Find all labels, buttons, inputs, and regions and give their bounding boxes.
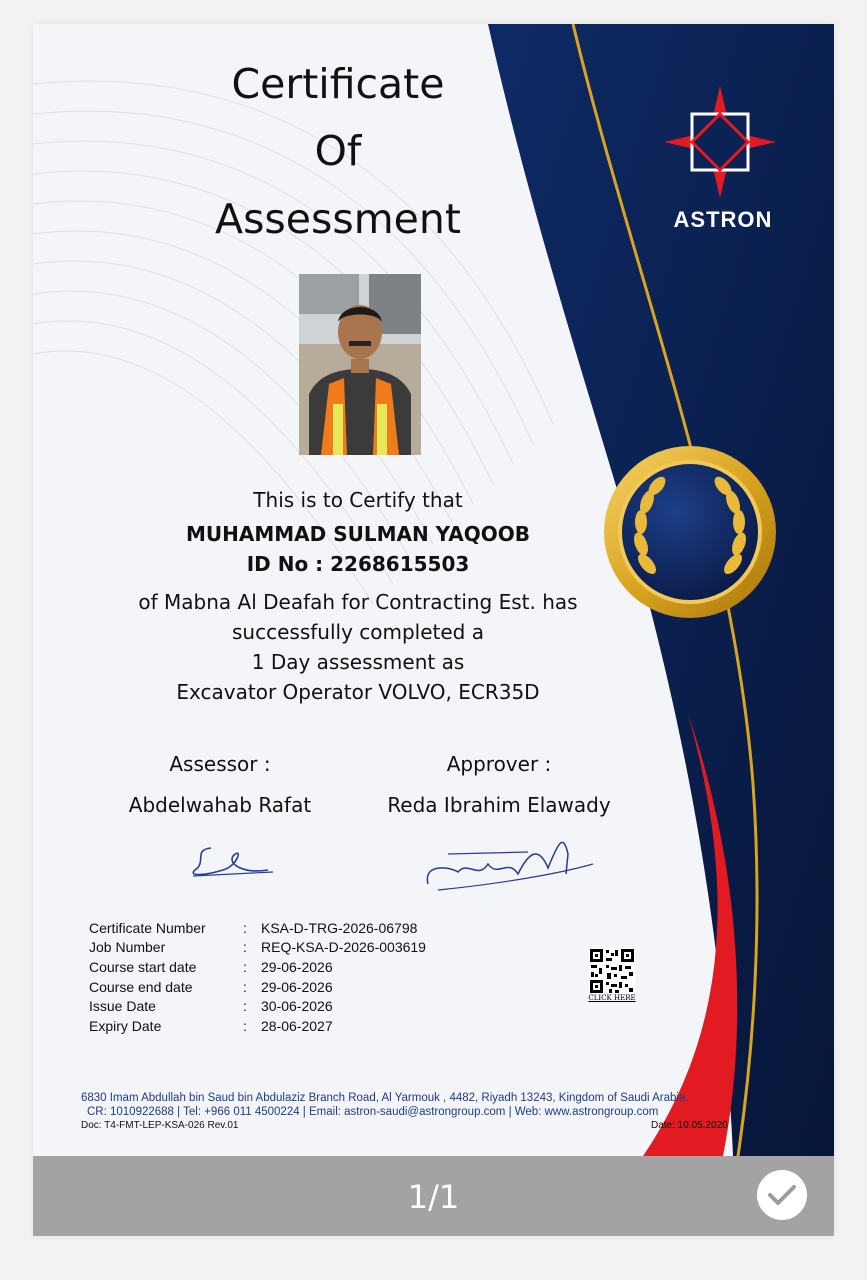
footer-address: 6830 Imam Abdullah bin Saud bin Abdulaziz Branch Road, Al Yarmouk , 4482, Riyadh 13243, Kingdom of Saudi Arabia. <box>81 1092 689 1104</box>
detail-row <box>89 1016 426 1036</box>
detail-separator: : <box>243 939 247 956</box>
approver-label: Approver : <box>446 752 552 776</box>
doc-reference: Doc: T4-FMT-LEP-KSA-026 Rev.01 <box>81 1120 239 1131</box>
doc-date: Date: 10.05.2020 <box>651 1120 728 1131</box>
certificate-title-line-2: Of <box>314 127 362 175</box>
detail-label: Expiry Date <box>89 1017 162 1034</box>
assessor-name: Abdelwahab Rafat <box>128 793 312 817</box>
detail-separator: : <box>243 1017 247 1034</box>
document-viewer <box>33 24 834 1236</box>
detail-value: KSA-D-TRG-2026-06798 <box>261 919 418 936</box>
detail-value: 29-06-2026 <box>261 958 333 975</box>
holder-name: MUHAMMAD SULMAN YAQOOB <box>186 522 530 546</box>
detail-row <box>89 918 426 938</box>
detail-label: Course end date <box>89 978 193 995</box>
detail-value: 28-06-2027 <box>261 1017 333 1034</box>
detail-label: Issue Date <box>89 998 156 1015</box>
detail-row <box>89 938 426 958</box>
page-indicator: 1/1 <box>407 1178 460 1216</box>
detail-row <box>89 996 426 1016</box>
qr-caption[interactable]: CLICK HERE <box>588 994 636 1002</box>
qr-code-icon[interactable] <box>589 948 635 994</box>
detail-label: Certificate Number <box>89 919 206 936</box>
holder-photo <box>299 274 421 455</box>
checkmark-icon <box>767 1183 797 1207</box>
detail-row <box>89 957 426 977</box>
certificate-title-line-1: Certificate <box>231 60 445 108</box>
detail-separator: : <box>243 958 247 975</box>
certificate-title-line-3: Assessment <box>215 195 461 243</box>
detail-value: REQ-KSA-D-2026-003619 <box>261 939 426 956</box>
detail-separator: : <box>243 998 247 1015</box>
certify-intro: This is to Certify that <box>253 488 463 512</box>
detail-label: Course start date <box>89 958 197 975</box>
detail-value: 30-06-2026 <box>261 998 333 1015</box>
certificate-details <box>89 918 426 1036</box>
detail-label: Job Number <box>89 939 166 956</box>
detail-separator: : <box>243 919 247 936</box>
confirm-button[interactable] <box>757 1170 807 1220</box>
certificate-page <box>33 24 834 1156</box>
body-line-2: successfully completed a <box>232 620 484 644</box>
approver-signature-icon <box>418 824 598 894</box>
detail-value: 29-06-2026 <box>261 978 333 995</box>
assessor-label: Assessor : <box>169 752 271 776</box>
body-line-1: of Mabna Al Deafah for Contracting Est. has <box>138 590 578 614</box>
body-line-4: Excavator Operator VOLVO, ECR35D <box>176 680 540 704</box>
assessor-signature-icon <box>183 836 283 886</box>
brand-name: ASTRON <box>673 207 773 232</box>
viewer-bottom-bar <box>33 1156 834 1236</box>
holder-id: ID No : 2268615503 <box>246 552 470 576</box>
person-photo-icon <box>299 274 421 455</box>
footer-contact: CR: 1010922688 | Tel: +966 011 4500224 | Email: astron-saudi@astrongroup.com | Web: www.astrongroup.com <box>87 1106 659 1118</box>
approver-name: Reda Ibrahim Elawady <box>387 793 611 817</box>
detail-row <box>89 977 426 997</box>
body-line-3: 1 Day assessment as <box>251 650 465 674</box>
detail-separator: : <box>243 978 247 995</box>
